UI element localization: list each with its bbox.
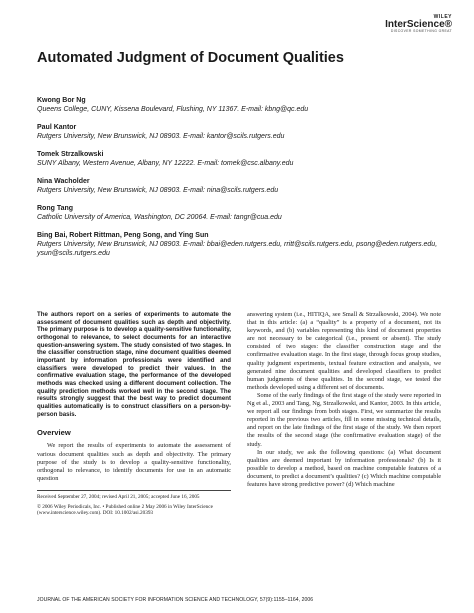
paper-title: Automated Judgment of Document Qualities — [37, 50, 344, 66]
footnotes — [37, 494, 231, 517]
author-affiliation: Queens College, CUNY, Kissena Boulevard, Flushing, NY 11367. E-mail: kbng@qc.edu — [37, 105, 309, 113]
right-column — [247, 311, 441, 489]
abstract: The authors report on a series of experiments to automate the assessment of document qualities such as depth and objectivity. The primary purpose is to develop a quality-sensitive functionality, orthogonal to relevance, to select documents for an interactive question-answering system. The study consisted of two stages. In the classifier construction stage, nine document qualities deemed important by information professionals were identified and classifiers were developed to predict their values. In the confirmative evaluation stage, the performance of the developed methods was checked using a different document collection. The quality prediction methods worked well in the second stage. The results strongly suggest that the best way to predict document qualities automatically is to construct classifiers on a person-by-person basis. — [37, 311, 231, 418]
section-heading-overview: Overview — [37, 428, 71, 438]
footnote-divider — [37, 490, 231, 491]
logo-wiley: WILEY — [433, 14, 452, 20]
author-name: Paul Kantor — [37, 123, 77, 131]
author-name: Nina Wacholder — [37, 177, 90, 185]
author-affiliation: Rutgers University, New Brunswick, NJ 08903. E-mail: bbai@eden.rutgers.edu, rritt@scils.rutgers.edu, psong@eden.rutgers.edu, ysun@scils.rutgers.edu — [37, 240, 438, 257]
author-name: Bing Bai, Robert Rittman, Peng Song, and Ying Sun — [37, 231, 209, 239]
author-affiliation: Rutgers University, New Brunswick, NJ 08903. E-mail: kantor@scils.rutgers.edu — [37, 132, 285, 140]
author-affiliation: Catholic University of America, Washington, DC 20064. E-mail: tangr@cua.edu — [37, 213, 282, 221]
author-name: Kwong Bor Ng — [37, 97, 86, 104]
paragraph: We report the results of experiments to automate the assessment of various document qualities such as depth and objectivity. The primary purpose of the study is to develop a quality-sensitive functionality, orthogonal to relevance, to identify documents for use in an automatic question — [37, 442, 231, 482]
overview-body — [37, 442, 231, 482]
author-entry — [37, 97, 457, 115]
paragraph: Some of the early findings of the first stage of the study were reported in Ng et al., 2003 and Tang, Ng, Strzalkowski, and Kantor, 2003. In this article, we report all our findings from both stages. First, we summarize the results reported in the previous two articles, fill in some missing technical details, and report on the late findings of the first stage of the study. We then report the results of the second stage (the confirmative evaluation stage) of the study. — [247, 391, 441, 448]
footnote-received: Received September 27, 2004; revised April 21, 2005; accepted June 16, 2005 — [37, 493, 200, 500]
author-entry — [37, 124, 457, 142]
author-affiliation: Rutgers University, New Brunswick, NJ 08903. E-mail: nina@scils.rutgers.edu — [37, 186, 279, 194]
wiley-interscience-logo — [385, 14, 452, 33]
author-entry — [37, 232, 457, 258]
journal-footer: JOURNAL OF THE AMERICAN SOCIETY FOR INFORMATION SCIENCE AND TECHNOLOGY, 57(9):1155–1164, 2006 — [37, 597, 314, 603]
author-name: Tomek Strzalkowski — [37, 150, 104, 158]
author-entry — [37, 178, 457, 196]
footnote-copyright: © 2006 Wiley Periodicals, Inc. • Published online 2 May 2006 in Wiley InterScience (www.interscience.wiley.com). DOI: 10.1002/asi.20393 — [37, 503, 213, 517]
author-name: Rong Tang — [37, 204, 74, 212]
author-entry — [37, 151, 457, 169]
paragraph: answering system (i.e., HITIQA, see Small & Strzalkowski, 2004). We note that in this article: (a) a “quality” is a property of a document, not its keywords, and (b) variables representing this kind of document properties are not necessary to be categorical (i.e., present or absent). The study consisted of two stages: the classifier construction stage and the confirmative evaluation stage. In the first stage, through focus group studies, quality judgment experiments, textual feature extraction and analysis, we generated nine document qualities and developed classifiers to predict human judgments of these qualities. In the second stage, we tested the methods developed using a different set of documents. — [247, 311, 441, 391]
right-body — [247, 311, 441, 489]
logo-brand: InterScience® — [385, 19, 452, 30]
paragraph: In our study, we ask the following questions: (a) What document qualities are deemed important by information professionals? (b) Is it possible to develop a method, based on machine computable features of a document, to predict a document’s qualities? (c) Which machine computable features have strong predictive power? (d) Which machine — [247, 448, 441, 488]
author-entry — [37, 205, 457, 223]
logo-tagline: DISCOVER SOMETHING GREAT — [390, 29, 452, 33]
author-affiliation: SUNY Albany, Western Avenue, Albany, NY 12222. E-mail: tomek@csc.albany.edu — [37, 159, 294, 167]
left-column — [37, 311, 231, 520]
author-list — [37, 97, 457, 268]
